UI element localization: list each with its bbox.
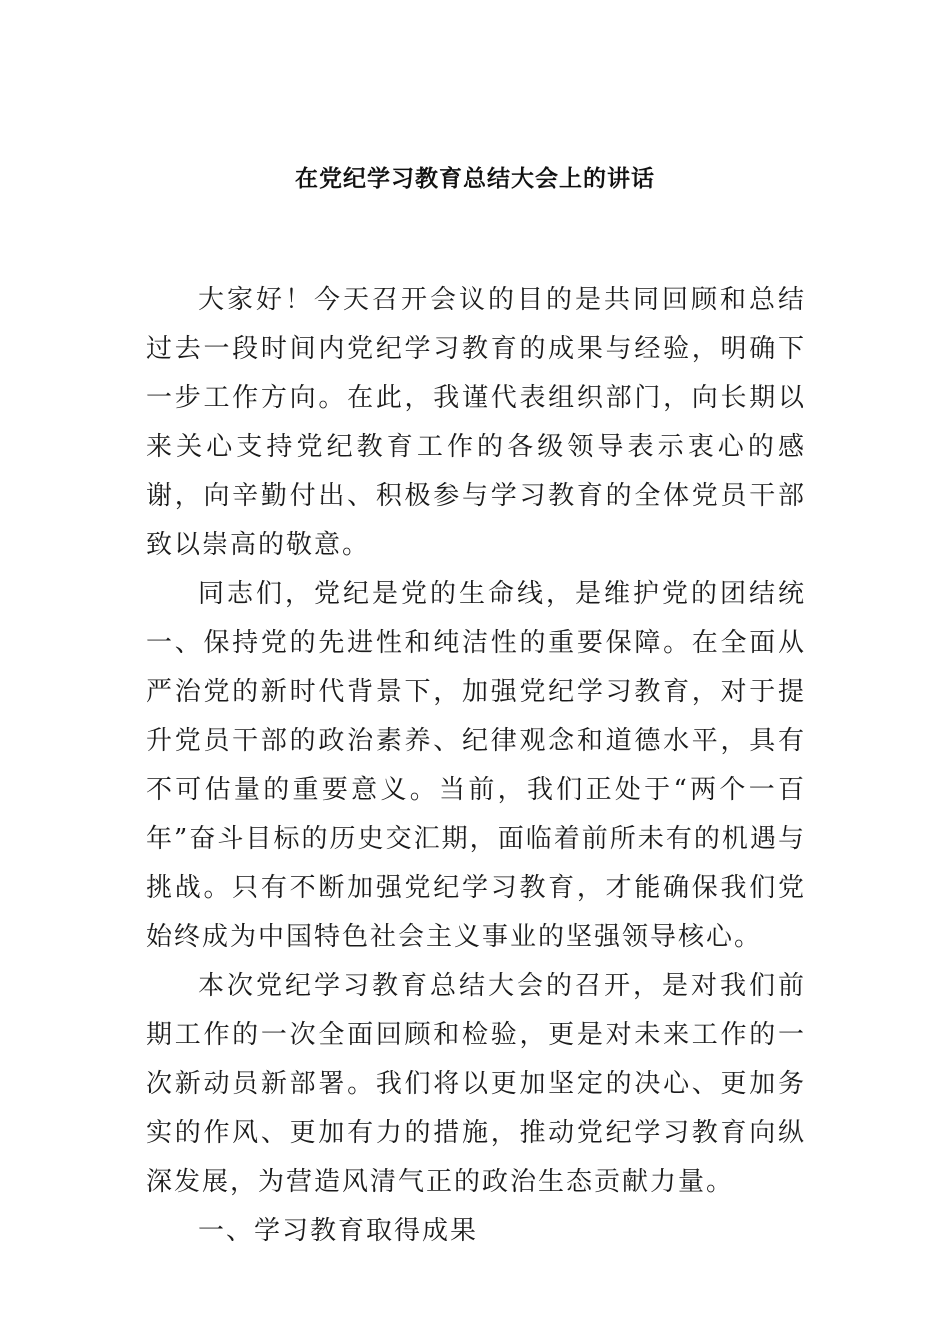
paragraph-greeting: 大家好！今天召开会议的目的是共同回顾和总结过去一段时间内党纪学习教育的成果与经验，明确下一步工作方向。在此，我谨代表组织部门，向长期以来关心支持党纪教育工作的各级领导表示衷心的感谢，向辛勤付出、积极参与学习教育的全体党员干部致以崇高的敬意。 <box>146 285 806 560</box>
document-title: 在党纪学习教育总结大会上的讲话 <box>295 166 655 192</box>
paragraph-party-discipline: 同志们，党纪是党的生命线，是维护党的团结统一、保持党的先进性和纯洁性的重要保障。在全面从严治党的新时代背景下，加强党纪学习教育，对于提升党员干部的政治素养、纪律观念和道德水平，具有不可估量的重要意义。当前，我们正处于“两个一百年”奋斗目标的历史交汇期，面临着前所未有的机遇与挑战。只有不断加强党纪学习教育，才能确保我们党始终成为中国特色社会主义事业的坚强领导核心。 <box>146 579 806 952</box>
document-body <box>146 276 806 1256</box>
paragraph-meeting-purpose: 本次党纪学习教育总结大会的召开，是对我们前期工作的一次全面回顾和检验，更是对未来工作的一次新动员新部署。我们将以更加坚定的决心、更加务实的作风、更加有力的措施，推动党纪学习教育向纵深发展，为营造风清气正的政治生态贡献力量。 <box>146 971 806 1197</box>
section-heading: 一、学习教育取得成果 <box>198 1216 479 1246</box>
